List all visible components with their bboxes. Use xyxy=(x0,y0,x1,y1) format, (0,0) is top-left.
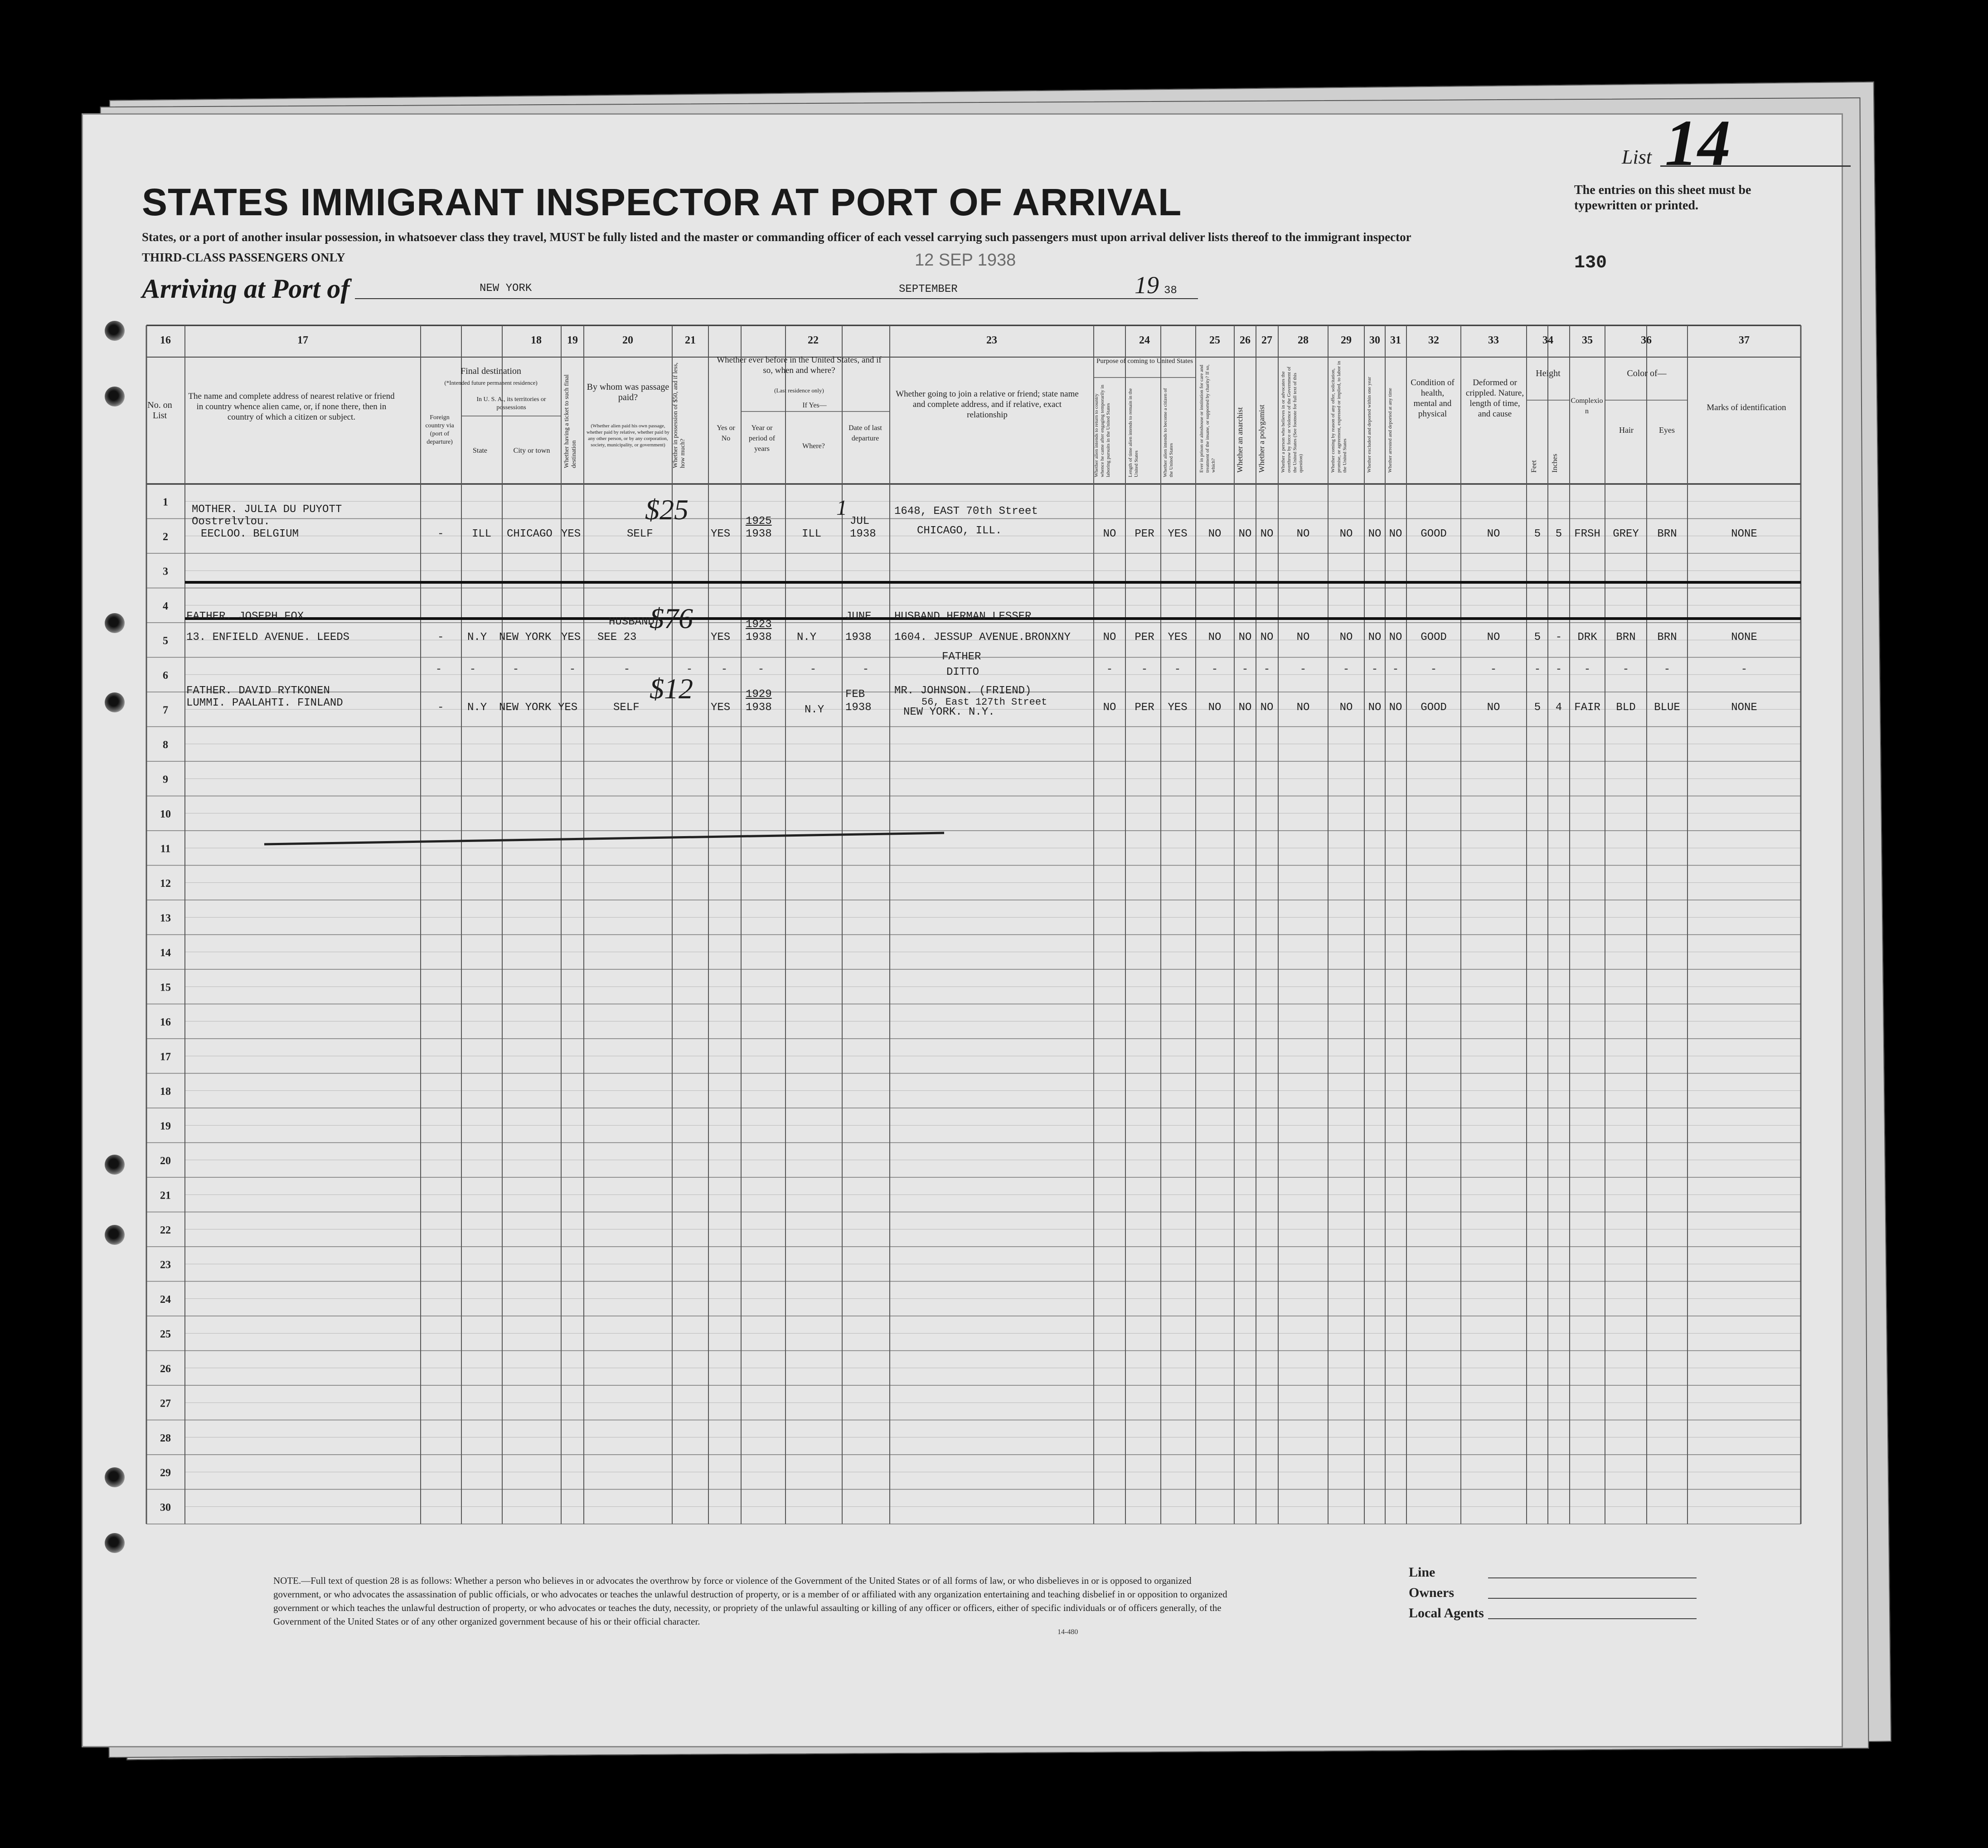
header-final-destination: Final destination xyxy=(461,366,521,376)
row5-dash-mark: - xyxy=(862,663,869,676)
row5-dash-mark: - xyxy=(1299,663,1307,676)
row6-ticket: YES xyxy=(558,701,578,714)
row-number: 20 xyxy=(160,1155,171,1167)
header-foreign-country: Foreign country via (port of departure) xyxy=(425,414,454,445)
header-no-on-list: No. on List xyxy=(147,400,172,421)
column-number: 32 xyxy=(1428,334,1439,346)
header-marks: Marks of identification xyxy=(1707,403,1786,412)
header-passage-paid: By whom was passage paid? xyxy=(587,382,669,402)
header-possession-50: Whether in possession of $50, and if less, how much? xyxy=(672,363,686,468)
row5-dash-mark: - xyxy=(569,663,576,676)
row-number: 21 xyxy=(160,1190,171,1202)
header-anarchist: Whether an anarchist xyxy=(1236,407,1244,473)
row-number: 19 xyxy=(160,1120,171,1132)
column-number: 26 xyxy=(1240,334,1251,346)
header-prison: Ever in prison or almshouse or institution for care and treatment of the insane, or supported by charity? If so, which? xyxy=(1199,364,1216,473)
header-purpose-b: Length of time alien intends to remain in the United States xyxy=(1128,388,1139,477)
row6-foreign: - xyxy=(437,701,444,714)
row4-c27: NO xyxy=(1260,631,1274,643)
row6-c27: NO xyxy=(1260,701,1274,714)
owners-field xyxy=(1488,1598,1697,1599)
header-yes-or-no: Yes or No xyxy=(717,424,735,442)
row1-foreign: - xyxy=(437,528,444,540)
row-number: 5 xyxy=(163,635,168,647)
header-ticket: Whether having a ticket to such final destination xyxy=(563,374,577,468)
header-polygamist: Whether a polygamist xyxy=(1257,404,1266,473)
row1-relative-line3: EECLOO. BELGIUM xyxy=(201,528,299,540)
row4-c33: NO xyxy=(1487,631,1500,643)
row-number: 12 xyxy=(160,877,171,890)
row6-paid: SELF xyxy=(613,701,640,714)
binder-hole xyxy=(105,1225,125,1245)
row5-dash-mark: - xyxy=(1430,663,1437,676)
row1-relative-line2: Oostrelvlou. xyxy=(192,516,270,528)
row4-c26: NO xyxy=(1238,631,1252,643)
row1-c31: NO xyxy=(1389,528,1402,540)
row-number: 17 xyxy=(160,1051,171,1063)
column-number: 29 xyxy=(1341,334,1352,346)
column-number: 31 xyxy=(1390,334,1401,346)
header-purpose-a: Whether alien intends to return to country whence he came after engaging temporarily in laboring pursuits in the United States xyxy=(1094,384,1111,477)
row5-dash-mark: - xyxy=(1241,663,1249,676)
row-number: 6 xyxy=(163,669,168,682)
row4-in: - xyxy=(1555,631,1562,643)
row6-city: NEW YORK xyxy=(499,701,552,714)
row5-dash-mark: - xyxy=(1622,663,1629,676)
column-number: 16 xyxy=(160,334,171,346)
row4-c31: NO xyxy=(1389,631,1402,643)
row6-hair: BLD xyxy=(1616,701,1636,714)
row6-c32: GOOD xyxy=(1421,701,1447,714)
row4-cx: DRK xyxy=(1577,631,1597,643)
row6-year-b: 1938 xyxy=(746,701,772,714)
binder-hole xyxy=(105,1155,125,1175)
row1-ticket: YES xyxy=(561,528,581,540)
row5-dash-mark: - xyxy=(1141,663,1148,676)
row1-relative-line1: MOTHER. JULIA DU PUYOTT xyxy=(192,503,342,516)
column-number: 27 xyxy=(1261,334,1272,346)
date-stamp: 12 SEP 1938 xyxy=(915,251,1016,270)
row4-c25: NO xyxy=(1208,631,1222,643)
row-number: 24 xyxy=(160,1293,171,1306)
row6-c33: NO xyxy=(1487,701,1500,714)
local-agents-label: Local Agents xyxy=(1409,1606,1484,1621)
header-before-note: (Last residence only) xyxy=(774,387,824,394)
column-number: 17 xyxy=(297,334,308,346)
header-q30: Whether excluded and deported within one year xyxy=(1367,377,1372,473)
row-number: 18 xyxy=(160,1085,171,1098)
header-before-in-us: Whether ever before in the United States, and if so, when and where? xyxy=(717,355,882,375)
row6-dep-month: FEB xyxy=(845,688,865,701)
row5-dash-mark: - xyxy=(1534,663,1541,676)
row1-c28: NO xyxy=(1296,528,1310,540)
column-number: 20 xyxy=(622,334,633,346)
binder-hole xyxy=(105,321,125,341)
header-inches: Inches xyxy=(1551,454,1559,473)
line-field xyxy=(1488,1577,1697,1578)
row-number: 8 xyxy=(163,739,168,751)
row-number: 25 xyxy=(160,1328,171,1340)
row1-marks: NONE xyxy=(1731,528,1757,540)
row5-dash-mark: - xyxy=(686,663,693,676)
row6-c29: NO xyxy=(1339,701,1353,714)
row4-relative-line1: FATHER. JOSEPH FOX xyxy=(186,610,304,623)
row4-state: N.Y xyxy=(467,631,487,643)
row5-dash-mark: - xyxy=(1392,663,1399,676)
row-number: 4 xyxy=(163,600,168,612)
header-state: State xyxy=(473,447,487,455)
row-number: 22 xyxy=(160,1224,171,1236)
row-number: 10 xyxy=(160,808,171,820)
port-value: NEW YORK xyxy=(480,282,532,295)
row1-dep-day: 1 xyxy=(836,496,847,520)
row5-dash-mark: - xyxy=(1584,663,1591,676)
row5-join-line1: FATHER xyxy=(942,651,981,663)
row1-c33: NO xyxy=(1487,528,1500,540)
row6-c24a: NO xyxy=(1103,701,1116,714)
header-joining: Whether going to join a relative or friend; state name and complete address, and if relative, exact relationship xyxy=(896,389,1079,420)
row-number: 3 xyxy=(163,566,168,578)
column-number: 35 xyxy=(1582,334,1593,346)
row5-dash-mark: - xyxy=(1211,663,1218,676)
row6-money: $12 xyxy=(650,672,693,705)
header-year-period: Year or period of years xyxy=(748,424,776,453)
row1-city: CHICAGO xyxy=(507,528,553,540)
row1-money: $25 xyxy=(645,493,689,526)
row1-c29: NO xyxy=(1339,528,1353,540)
binder-hole xyxy=(105,1467,125,1487)
row5-dash-mark: - xyxy=(469,663,476,676)
column-number: 23 xyxy=(986,334,997,346)
header-health: Condition of health, mental and physical xyxy=(1411,378,1455,419)
row4-city: NEW YORK xyxy=(499,631,552,643)
row4-join-line1: HUSBAND HERMAN LESSER xyxy=(894,610,1032,623)
header-feet: Feet xyxy=(1530,460,1538,473)
row5-join-line2: DITTO xyxy=(946,666,979,678)
row1-c24a: NO xyxy=(1103,528,1116,540)
row1-dep-month: JUL xyxy=(850,515,870,527)
row-number: 26 xyxy=(160,1363,171,1375)
row1-c32: GOOD xyxy=(1421,528,1447,540)
row4-yes-no: YES xyxy=(711,631,731,643)
header-hair: Hair xyxy=(1619,426,1634,435)
header-complexion: Complexion xyxy=(1571,397,1603,415)
manifest-grid xyxy=(83,115,1842,1746)
row4-c24c: YES xyxy=(1168,631,1188,643)
row6-where: N.Y xyxy=(805,704,824,716)
year-prefix: 19 xyxy=(1135,271,1159,299)
header-passage-note: (Whether alien paid his own passage, whether paid by relative, whether paid by any other person, or by any corporation, society, municipality, or government) xyxy=(587,423,669,448)
row4-relative-line2: 13. ENFIELD AVENUE. LEEDS xyxy=(186,631,350,643)
row1-c30: NO xyxy=(1368,528,1382,540)
form-number: 14-480 xyxy=(1057,1628,1078,1636)
row4-where: N.Y xyxy=(797,631,817,643)
page-number: 130 xyxy=(1574,253,1607,273)
row1-yes-no: YES xyxy=(711,528,731,540)
row1-year-a: 1925 xyxy=(746,515,772,527)
row4-c29: NO xyxy=(1339,631,1353,643)
row5-dash-mark: - xyxy=(1106,663,1113,676)
column-number: 30 xyxy=(1369,334,1380,346)
header-where: Where? xyxy=(802,442,825,450)
row5-dash-mark: - xyxy=(1490,663,1497,676)
column-number: 24 xyxy=(1139,334,1150,346)
list-number: 14 xyxy=(1665,107,1731,179)
row1-dep-year: 1938 xyxy=(850,528,876,540)
row4-paid-line1: HUSBAND xyxy=(609,616,655,628)
row6-c30: NO xyxy=(1368,701,1382,714)
row5-dash-mark: - xyxy=(1555,663,1562,676)
row1-c25: NO xyxy=(1208,528,1222,540)
row4-year-a: 1923 xyxy=(746,619,772,631)
row6-relative-line2: LUMMI. PAALAHTI. FINLAND xyxy=(186,697,343,709)
row4-year-b: 1938 xyxy=(746,631,772,643)
header-final-destination-note: (*Intended future permanent residence) xyxy=(444,379,538,386)
row5-dash-mark: - xyxy=(721,663,728,676)
row5-dash-mark: - xyxy=(435,663,442,676)
passenger-class: THIRD-CLASS PASSENGERS ONLY xyxy=(142,251,345,264)
row1-cx: FRSH xyxy=(1574,528,1600,540)
binder-hole xyxy=(105,613,125,633)
row4-eyes: BRN xyxy=(1657,631,1677,643)
row6-join-line3: NEW YORK. N.Y. xyxy=(903,706,995,718)
header-height: Height xyxy=(1536,368,1561,378)
row6-state: N.Y xyxy=(467,701,487,714)
row-number: 16 xyxy=(160,1016,171,1028)
row-number: 27 xyxy=(160,1398,171,1410)
row6-dep-year: 1938 xyxy=(845,701,872,714)
footnote-question-28: NOTE.—Full text of question 28 is as follows: Whether a person who believes in or advocates the overthrow by force or violence of the Government of the United States or of all forms of law, or who disbelieves in or is opposed to organized government, or who advocates the assassination of public officials, or who advocates or teaches the unlawful destruction of property, or is a member of or affiliated with any organization entertaining and teaching disbelief in or opposition to organized government or which teaches the unlawful destruction of property, or who advocates or teaches the duty, necessity, or propriety of the unlawful assaulting or killing of any officer or officers, either of specific individuals or of officers generally, of the Government of the United States or of any other organized government because of his or their official character. xyxy=(273,1575,1227,1627)
column-number: 28 xyxy=(1298,334,1309,346)
row-number: 13 xyxy=(160,912,171,924)
header-purpose-c: Whether alien intends to become a citizen of the United States xyxy=(1163,388,1174,477)
row6-year-a: 1929 xyxy=(746,688,772,701)
row4-marks: NONE xyxy=(1731,631,1757,643)
header-if-yes: If Yes— xyxy=(802,402,827,409)
binder-hole xyxy=(105,1533,125,1553)
row-number: 30 xyxy=(160,1501,171,1514)
row6-c26: NO xyxy=(1238,701,1252,714)
row1-state: ILL xyxy=(472,528,492,540)
column-number: 25 xyxy=(1209,334,1220,346)
row1-c26: NO xyxy=(1238,528,1252,540)
row5-dash-mark: - xyxy=(1263,663,1270,676)
row4-c24a: NO xyxy=(1103,631,1116,643)
binder-hole xyxy=(105,387,125,406)
row5-dash-mark: - xyxy=(810,663,817,676)
column-number: 18 xyxy=(531,334,542,346)
column-number: 21 xyxy=(685,334,696,346)
row5-dash-mark: - xyxy=(1741,663,1748,676)
line-label: Line xyxy=(1409,1565,1435,1580)
header-city: City or town xyxy=(513,447,550,455)
row6-yes-no: YES xyxy=(711,701,731,714)
row6-eyes: BLUE xyxy=(1654,701,1680,714)
row4-foreign: - xyxy=(437,631,444,643)
row-number: 1 xyxy=(163,496,168,508)
form-title: STATES IMMIGRANT INSPECTOR AT PORT OF ARRIVAL xyxy=(142,181,1182,223)
row1-join-line1: 1648, EAST 70th Street xyxy=(894,505,1038,518)
column-number: 34 xyxy=(1542,334,1553,346)
row1-year-b: 1938 xyxy=(746,528,772,540)
arriving-label: Arriving at Port of xyxy=(142,274,350,304)
row6-in: 4 xyxy=(1555,701,1562,714)
row6-c25: NO xyxy=(1208,701,1222,714)
row1-paid: SELF xyxy=(627,528,653,540)
row1-where: ILL xyxy=(802,528,822,540)
row4-c24b: PER xyxy=(1135,631,1154,643)
row-number: 15 xyxy=(160,982,171,994)
row-number: 23 xyxy=(160,1259,171,1271)
row6-join-line1: MR. JOHNSON. (FRIEND) xyxy=(894,685,1032,697)
row5-dash-mark: - xyxy=(757,663,765,676)
row1-in: 5 xyxy=(1555,528,1562,540)
column-number: 33 xyxy=(1488,334,1499,346)
row4-c28: NO xyxy=(1296,631,1310,643)
row6-c28: NO xyxy=(1296,701,1310,714)
row-number: 14 xyxy=(160,947,171,959)
header-q31: Whether arrested and deported at any time xyxy=(1387,388,1393,473)
header-color-of: Color of— xyxy=(1627,368,1667,378)
row6-relative-line1: FATHER. DAVID RYTKONEN xyxy=(186,685,330,697)
entries-note: The entries on this sheet must be typewritten or printed. xyxy=(1574,183,1751,213)
row6-c31: NO xyxy=(1389,701,1402,714)
row4-c30: NO xyxy=(1368,631,1382,643)
manifest-sheet xyxy=(82,107,1843,1747)
header-in-usa: In U. S. A., its territories or possessions xyxy=(476,396,546,411)
row5-dash-mark: - xyxy=(1663,663,1671,676)
row4-money: $76 xyxy=(650,602,693,634)
row1-hair: GREY xyxy=(1613,528,1639,540)
row-number: 7 xyxy=(163,704,168,716)
column-number: 22 xyxy=(808,334,819,346)
row4-join-line2: 1604. JESSUP AVENUE.BRONXNY xyxy=(894,631,1071,643)
row1-c27: NO xyxy=(1260,528,1274,540)
header-eyes: Eyes xyxy=(1659,426,1675,435)
month-value: SEPTEMBER xyxy=(899,283,958,295)
row1-ft: 5 xyxy=(1534,528,1541,540)
binder-hole xyxy=(105,692,125,712)
row6-cx: FAIR xyxy=(1574,701,1600,714)
row6-c24b: PER xyxy=(1135,701,1154,714)
row-number: 28 xyxy=(160,1432,171,1444)
row-number: 11 xyxy=(160,843,171,855)
row4-hair: BRN xyxy=(1616,631,1636,643)
row4-ft: 5 xyxy=(1534,631,1541,643)
column-number: 36 xyxy=(1641,334,1652,346)
row5-dash-mark: - xyxy=(623,663,630,676)
row4-ticket: YES xyxy=(561,631,581,643)
row1-eyes: BRN xyxy=(1657,528,1677,540)
row5-dash-mark: - xyxy=(1343,663,1350,676)
list-label: List xyxy=(1622,146,1652,168)
year-suffix: 38 xyxy=(1164,285,1177,297)
row-number: 9 xyxy=(163,774,168,786)
row6-c24c: YES xyxy=(1168,701,1188,714)
row6-join-line2: 56, East 127th Street xyxy=(921,697,1047,708)
header-relative: The name and complete address of nearest relative or friend in country whence alien came, or, if none there, then in country of which a citizen or subject. xyxy=(188,392,395,422)
row6-marks: NONE xyxy=(1731,701,1757,714)
form-subtitle: States, or a port of another insular possession, in whatsoever class they travel, MUST be fully listed and the master or commanding officer of each vessel carrying such passengers must upon arrival deliver lists thereof to the immigrant inspector xyxy=(142,230,1411,244)
row5-dash-mark: - xyxy=(1371,663,1378,676)
row4-c32: GOOD xyxy=(1421,631,1447,643)
row6-ft: 5 xyxy=(1534,701,1541,714)
row1-c24b: PER xyxy=(1135,528,1154,540)
header-date-departure: Date of last departure xyxy=(849,424,882,442)
row4-paid-line2: SEE 23 xyxy=(597,631,637,643)
row1-join-line2: CHICAGO, ILL. xyxy=(917,525,1002,537)
header-q29: Whether coming by reason of any offer, solicitation, promise, or agreement, expressed or implied, to labor in the United States xyxy=(1330,361,1348,473)
row5-dash-mark: - xyxy=(1174,663,1181,676)
row5-dash-mark: - xyxy=(512,663,519,676)
local-agents-field xyxy=(1488,1618,1697,1619)
column-number: 19 xyxy=(567,334,578,346)
header-purpose: Purpose of coming to United States xyxy=(1096,358,1193,365)
row4-dep-year: 1938 xyxy=(845,631,872,643)
row-number: 2 xyxy=(163,531,168,543)
header-deformed: Deformed or crippled. Nature, length of time, and cause xyxy=(1465,378,1524,419)
row-number: 29 xyxy=(160,1467,171,1479)
row1-c24c: YES xyxy=(1168,528,1188,540)
row4-dep-month: JUNE xyxy=(845,610,872,623)
column-number: 37 xyxy=(1739,334,1750,346)
header-q28: Whether a person who believes in or advocates the overthrow by force or violence of the Government of the United States (See footnote for full text of this question) xyxy=(1280,367,1304,473)
owners-label: Owners xyxy=(1409,1585,1454,1600)
